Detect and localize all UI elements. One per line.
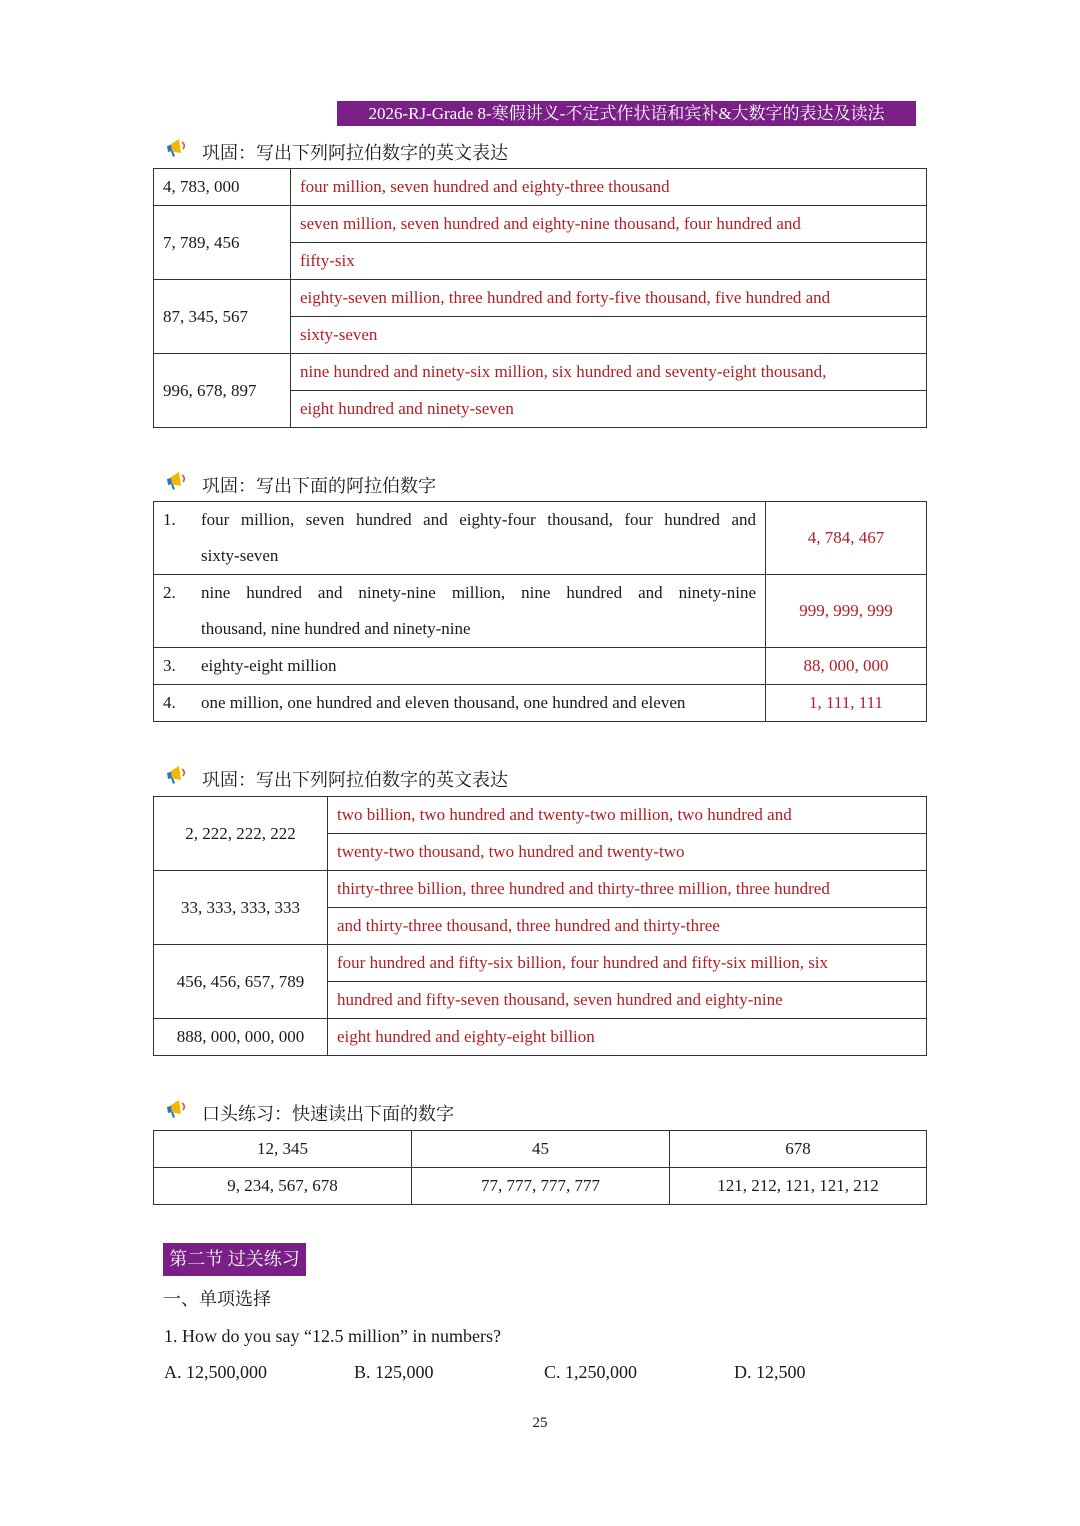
section-title-text: 巩固：写出下列阿拉伯数字的英文表达	[202, 143, 508, 163]
words-line: thousand, nine hundred and ninety-nine	[201, 619, 471, 638]
number-cell: 996, 678, 897	[154, 354, 291, 428]
item-index: 3.	[163, 656, 176, 675]
number-to-words-table-2	[153, 796, 927, 1056]
section-title-text: 口头练习：快速读出下面的数字	[202, 1104, 454, 1124]
item-index: 4.	[163, 693, 176, 712]
number-cell: 7, 789, 456	[154, 206, 291, 280]
answer-cell: 1, 111, 111	[766, 685, 927, 722]
number-cell: 4, 783, 000	[154, 169, 291, 206]
megaphone-icon	[165, 1097, 189, 1121]
table-row	[154, 354, 927, 391]
number-cell: 87, 345, 567	[154, 280, 291, 354]
table-row	[154, 206, 927, 243]
number-cell: 678	[670, 1131, 927, 1168]
document-header-title: 2026-RJ-Grade 8-寒假讲义-不定式作状语和宾补&大数字的表达及读法	[337, 101, 916, 126]
option-a: A. 12,500,000	[164, 1362, 267, 1382]
table-row	[154, 797, 927, 834]
number-to-words-table-1	[153, 168, 927, 428]
answer-cell: nine hundred and ninety-six million, six hundred and seventy-eight thousand,	[291, 354, 927, 391]
table-row	[154, 648, 927, 685]
words-line: nine hundred and ninety-nine million, nine hundred and ninety-nine	[201, 583, 756, 602]
number-cell: 456, 456, 657, 789	[154, 945, 328, 1019]
answer-cell: 4, 784, 467	[766, 502, 927, 575]
answer-cell: fifty-six	[291, 243, 927, 280]
table-row	[154, 685, 927, 722]
reading-practice-table	[153, 1130, 927, 1205]
words-cell	[154, 575, 766, 648]
answer-cell: sixty-seven	[291, 317, 927, 354]
answer-cell: 999, 999, 999	[766, 575, 927, 648]
table-row	[154, 169, 927, 206]
answer-cell: four hundred and fifty-six billion, four hundred and fifty-six million, six	[328, 945, 927, 982]
words-line: four million, seven hundred and eighty-four thousand, four hundred and	[201, 510, 756, 529]
number-cell: 33, 333, 333, 333	[154, 871, 328, 945]
item-index: 2.	[163, 583, 176, 602]
answer-cell: twenty-two thousand, two hundred and twenty-two	[328, 834, 927, 871]
answer-cell: thirty-three billion, three hundred and thirty-three million, three hundred	[328, 871, 927, 908]
table-row	[154, 1019, 927, 1056]
answer-cell: eight hundred and ninety-seven	[291, 391, 927, 428]
answer-cell: eighty-seven million, three hundred and forty-five thousand, five hundred and	[291, 280, 927, 317]
words-line: one million, one hundred and eleven thousand, one hundred and eleven	[201, 693, 686, 712]
megaphone-icon	[165, 763, 189, 787]
words-cell	[154, 685, 766, 722]
section-title-text: 巩固：写出下列阿拉伯数字的英文表达	[202, 770, 508, 790]
number-cell: 888, 000, 000, 000	[154, 1019, 328, 1056]
question-text: 1. How do you say “12.5 million” in numbers?	[164, 1326, 501, 1346]
number-cell: 2, 222, 222, 222	[154, 797, 328, 871]
table-row	[154, 1168, 927, 1205]
answer-cell: hundred and fifty-seven thousand, seven hundred and eighty-nine	[328, 982, 927, 1019]
words-line: sixty-seven	[201, 546, 279, 565]
answer-cell: seven million, seven hundred and eighty-nine thousand, four hundred and	[291, 206, 927, 243]
answer-cell: eight hundred and eighty-eight billion	[328, 1019, 927, 1056]
subheading: 一、单项选择	[163, 1289, 271, 1309]
answer-cell: 88, 000, 000	[766, 648, 927, 685]
words-to-number-table	[153, 501, 927, 722]
number-cell: 121, 212, 121, 121, 212	[670, 1168, 927, 1205]
table-row	[154, 945, 927, 982]
number-cell: 12, 345	[154, 1131, 412, 1168]
megaphone-icon	[165, 136, 189, 160]
table-row	[154, 575, 927, 648]
page-number: 25	[532, 1415, 548, 1431]
item-index: 1.	[163, 510, 176, 529]
table-row	[154, 871, 927, 908]
number-cell: 9, 234, 567, 678	[154, 1168, 412, 1205]
answer-cell: and thirty-three thousand, three hundred and thirty-three	[328, 908, 927, 945]
table-row	[154, 280, 927, 317]
megaphone-icon	[165, 469, 189, 493]
answer-cell: four million, seven hundred and eighty-three thousand	[291, 169, 927, 206]
section-label: 第二节 过关练习	[163, 1243, 306, 1276]
answer-cell: two billion, two hundred and twenty-two million, two hundred and	[328, 797, 927, 834]
words-cell	[154, 502, 766, 575]
section-title-text: 巩固：写出下面的阿拉伯数字	[202, 476, 436, 496]
table-row	[154, 1131, 927, 1168]
option-b: B. 125,000	[354, 1362, 434, 1382]
number-cell: 77, 777, 777, 777	[412, 1168, 670, 1205]
words-line: eighty-eight million	[201, 656, 337, 675]
number-cell: 45	[412, 1131, 670, 1168]
words-cell	[154, 648, 766, 685]
option-c: C. 1,250,000	[544, 1362, 638, 1382]
table-row	[154, 502, 927, 575]
option-d: D. 12,500	[734, 1362, 806, 1382]
